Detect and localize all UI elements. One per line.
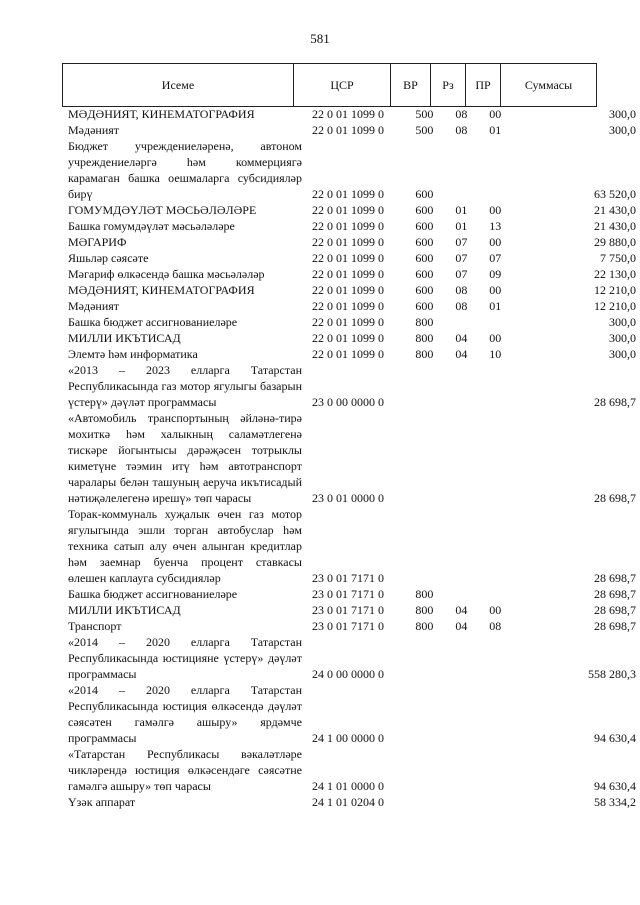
row-name [62, 218, 308, 234]
row-pr: 07 [489, 251, 502, 265]
row-name [62, 282, 308, 298]
row-name-text: Транспорт [68, 619, 122, 633]
row-csr: 24 1 01 0000 0 [312, 779, 384, 793]
row-name-text: Үзәк аппарат [68, 795, 136, 809]
column-header-sum: Суммасы [501, 64, 597, 107]
row-sum: 28 698,7 [594, 587, 636, 601]
row-name [62, 314, 308, 330]
row-sum: 300,0 [609, 347, 636, 361]
table-row [62, 602, 640, 618]
row-vr: 600 [415, 251, 434, 265]
row-rz: 08 [455, 123, 468, 137]
row-pr: 00 [489, 107, 502, 121]
row-rz [444, 634, 479, 682]
row-pr [479, 682, 512, 746]
row-pr: 00 [489, 283, 502, 297]
row-name-text: Мәдәният [68, 123, 120, 137]
row-rz: 04 [455, 347, 468, 361]
row-name [62, 586, 308, 602]
row-name-text: «Татарстан Республикасы вәкаләтләре чикләрендә юстиция өлкәсендәге сәясәтне гамәлгә ашыру» төп чарасы [68, 747, 302, 793]
row-rz: 04 [455, 603, 468, 617]
row-csr: 24 1 01 0204 0 [312, 795, 384, 809]
row-rz: 08 [455, 283, 468, 297]
row-vr: 800 [415, 347, 434, 361]
row-rz: 01 [455, 203, 468, 217]
row-pr [479, 410, 512, 506]
row-sum: 300,0 [609, 123, 636, 137]
row-name [62, 682, 308, 746]
table-row [62, 682, 640, 746]
row-rz [444, 682, 479, 746]
row-pr: 00 [489, 235, 502, 249]
table-row [62, 218, 640, 234]
column-header-rz: Рз [431, 64, 466, 107]
row-rz [444, 410, 479, 506]
row-pr [479, 506, 512, 586]
row-name [62, 106, 308, 122]
column-header-pr: ПР [466, 64, 501, 107]
row-csr: 22 0 01 1099 0 [312, 107, 384, 121]
row-sum: 7 750,0 [600, 251, 636, 265]
row-vr: 600 [415, 283, 434, 297]
row-name-text: Яшьләр сәясәте [68, 251, 149, 265]
row-rz: 08 [455, 107, 468, 121]
row-csr: 23 0 01 7171 0 [312, 619, 384, 633]
row-vr [405, 746, 444, 794]
row-csr: 22 0 01 1099 0 [312, 315, 384, 329]
row-csr: 23 0 00 0000 0 [312, 395, 384, 409]
row-name [62, 234, 308, 250]
row-pr: 10 [489, 347, 502, 361]
row-pr: 08 [489, 619, 502, 633]
row-name [62, 250, 308, 266]
row-vr: 500 [415, 107, 434, 121]
row-name-text: МӘДӘНИЯТ, КИНЕМАТОГРАФИЯ [68, 283, 255, 297]
row-name-text: «2014 – 2020 елларга Татарстан Республикасында юстицияне үстерү» дәүләт программасы [68, 635, 302, 681]
row-name-text: Мәгариф өлкәсендә башка мәсьәләләр [68, 267, 265, 281]
column-header-vr: ВР [391, 64, 431, 107]
row-rz: 04 [455, 619, 468, 633]
row-sum: 29 880,0 [594, 235, 636, 249]
row-name [62, 138, 308, 202]
table-row [62, 266, 640, 282]
row-csr: 22 0 01 1099 0 [312, 235, 384, 249]
row-pr: 01 [489, 299, 502, 313]
table-row [62, 250, 640, 266]
row-vr: 600 [415, 235, 434, 249]
row-rz [444, 138, 479, 202]
row-sum: 28 698,7 [594, 491, 636, 505]
row-name-text: «Автомобиль транспортының әйләнә-тирә мохиткә һәм халыкның саламәтлегенә тискәре йогынтысы дәрәҗәсен тотрыклы киметүне тәэмин итү һәм автотранспорт чаралары белән ташуның аеруча икътисадый нәтиҗәлелегенә ирешү» төп чарасы [68, 411, 302, 505]
row-rz [444, 586, 479, 602]
row-csr: 23 0 01 7171 0 [312, 571, 384, 585]
row-sum: 28 698,7 [594, 603, 636, 617]
row-pr [479, 138, 512, 202]
table-row [62, 122, 640, 138]
row-name [62, 794, 308, 810]
table-row [62, 138, 640, 202]
budget-table-body [62, 106, 640, 810]
row-vr: 600 [415, 219, 434, 233]
table-row [62, 298, 640, 314]
row-name [62, 346, 308, 362]
table-row [62, 634, 640, 682]
row-sum: 94 630,4 [594, 779, 636, 793]
row-vr [405, 506, 444, 586]
row-csr: 22 0 01 1099 0 [312, 299, 384, 313]
column-header-name: Исеме [63, 64, 294, 107]
row-csr: 23 0 01 7171 0 [312, 587, 384, 601]
row-rz [444, 314, 479, 330]
row-rz: 07 [455, 267, 468, 281]
row-name-text: Башка бюджет ассигнованиеләре [68, 587, 238, 601]
row-csr: 24 0 00 0000 0 [312, 667, 384, 681]
row-vr: 600 [415, 203, 434, 217]
row-csr: 22 0 01 1099 0 [312, 251, 384, 265]
row-name-text: МИЛЛИ ИКЪТИСАД [68, 331, 181, 345]
row-name [62, 266, 308, 282]
row-pr [479, 746, 512, 794]
row-csr: 22 0 01 1099 0 [312, 267, 384, 281]
row-vr: 800 [415, 603, 434, 617]
row-name [62, 506, 308, 586]
budget-table [62, 106, 640, 810]
row-sum: 21 430,0 [594, 203, 636, 217]
row-pr [479, 314, 512, 330]
row-vr [405, 794, 444, 810]
row-vr: 600 [415, 187, 434, 201]
row-name [62, 602, 308, 618]
table-row [62, 794, 640, 810]
table-row [62, 746, 640, 794]
row-csr: 24 1 00 0000 0 [312, 731, 384, 745]
table-row [62, 330, 640, 346]
row-csr: 22 0 01 1099 0 [312, 203, 384, 217]
row-vr: 800 [415, 619, 434, 633]
table-row [62, 234, 640, 250]
row-name [62, 410, 308, 506]
row-csr: 22 0 01 1099 0 [312, 219, 384, 233]
row-csr: 22 0 01 1099 0 [312, 187, 384, 201]
row-name-text: «2013 – 2023 елларга Татарстан Республикасында газ мотор ягулыгы базарын үстерү» дәүләт программасы [68, 363, 302, 409]
row-sum: 58 334,2 [594, 795, 636, 809]
table-row [62, 202, 640, 218]
row-name-text: Мәдәният [68, 299, 120, 313]
row-rz [444, 362, 479, 410]
row-name [62, 362, 308, 410]
table-row [62, 314, 640, 330]
table-row [62, 362, 640, 410]
row-name [62, 618, 308, 634]
row-vr: 800 [415, 315, 434, 329]
row-sum: 558 280,3 [588, 667, 636, 681]
row-sum: 12 210,0 [594, 299, 636, 313]
row-vr: 600 [415, 267, 434, 281]
row-sum: 12 210,0 [594, 283, 636, 297]
row-name-text: Торак-коммуналь хуҗалык өчен газ мотор ягулыгында эшли торган автобуслар һәм техника сатып алу өчен алынган кредитлар һәм заемнар буенча процент ставкасы өлешен каплауга субсидияләр [68, 507, 302, 585]
row-rz [444, 794, 479, 810]
row-pr [479, 586, 512, 602]
column-header-csr: ЦСР [294, 64, 391, 107]
row-vr [405, 634, 444, 682]
row-name-text: МӘДӘНИЯТ, КИНЕМАТОГРАФИЯ [68, 107, 255, 121]
row-name-text: ГОМУМДӘҮЛӘТ МӘСЬӘЛӘЛӘРЕ [68, 203, 257, 217]
row-vr: 500 [415, 123, 434, 137]
row-rz: 07 [455, 235, 468, 249]
row-name [62, 122, 308, 138]
table-row [62, 106, 640, 122]
row-name-text: Бюджет учреждениеләренә, автоном учреждениеләргә һәм коммерциягә карамаган башка оешмаларга субсидияләр бирү [68, 139, 302, 201]
row-sum: 28 698,7 [594, 395, 636, 409]
row-pr: 01 [489, 123, 502, 137]
row-vr [405, 362, 444, 410]
row-vr: 600 [415, 299, 434, 313]
row-name-text: Башка гомумдәүләт мәсьәләләре [68, 219, 235, 233]
row-csr: 22 0 01 1099 0 [312, 331, 384, 345]
row-sum: 28 698,7 [594, 571, 636, 585]
row-sum: 21 430,0 [594, 219, 636, 233]
row-rz: 01 [455, 219, 468, 233]
row-pr: 13 [489, 219, 502, 233]
row-rz [444, 746, 479, 794]
table-row [62, 282, 640, 298]
row-vr: 800 [415, 331, 434, 345]
row-pr [479, 634, 512, 682]
row-pr: 00 [489, 203, 502, 217]
row-sum: 300,0 [609, 331, 636, 345]
row-name-text: Элемтә һәм информатика [68, 347, 198, 361]
row-rz: 07 [455, 251, 468, 265]
row-pr [479, 794, 512, 810]
row-csr: 23 0 01 0000 0 [312, 491, 384, 505]
table-header [62, 63, 597, 107]
row-csr: 22 0 01 1099 0 [312, 283, 384, 297]
row-name-text: МИЛЛИ ИКЪТИСАД [68, 603, 181, 617]
row-sum: 28 698,7 [594, 619, 636, 633]
row-name [62, 634, 308, 682]
row-name-text: МӘГАРИФ [68, 235, 127, 249]
row-csr: 22 0 01 1099 0 [312, 123, 384, 137]
row-name-text: «2014 – 2020 елларга Татарстан Республикасында юстиция өлкәсендә дәүләт сәясәтен гамәлгә ашыру» ярдәмче программасы [68, 683, 302, 745]
row-name [62, 202, 308, 218]
row-vr [405, 682, 444, 746]
row-sum: 300,0 [609, 315, 636, 329]
row-rz [444, 506, 479, 586]
table-row [62, 410, 640, 506]
row-vr [405, 410, 444, 506]
row-sum: 22 130,0 [594, 267, 636, 281]
table-row [62, 346, 640, 362]
row-sum: 63 520,0 [594, 187, 636, 201]
row-name [62, 746, 308, 794]
row-name [62, 330, 308, 346]
table-row [62, 586, 640, 602]
table-row [62, 618, 640, 634]
row-sum: 300,0 [609, 107, 636, 121]
row-pr: 09 [489, 267, 502, 281]
row-name [62, 298, 308, 314]
table-row [62, 506, 640, 586]
row-name-text: Башка бюджет ассигнованиеләре [68, 315, 238, 329]
row-pr: 00 [489, 603, 502, 617]
row-pr: 00 [489, 331, 502, 345]
row-pr [479, 362, 512, 410]
row-csr: 22 0 01 1099 0 [312, 347, 384, 361]
row-vr: 800 [415, 587, 434, 601]
row-rz: 08 [455, 299, 468, 313]
row-csr: 23 0 01 7171 0 [312, 603, 384, 617]
row-rz: 04 [455, 331, 468, 345]
row-sum: 94 630,4 [594, 731, 636, 745]
page-number: 581 [310, 31, 330, 46]
